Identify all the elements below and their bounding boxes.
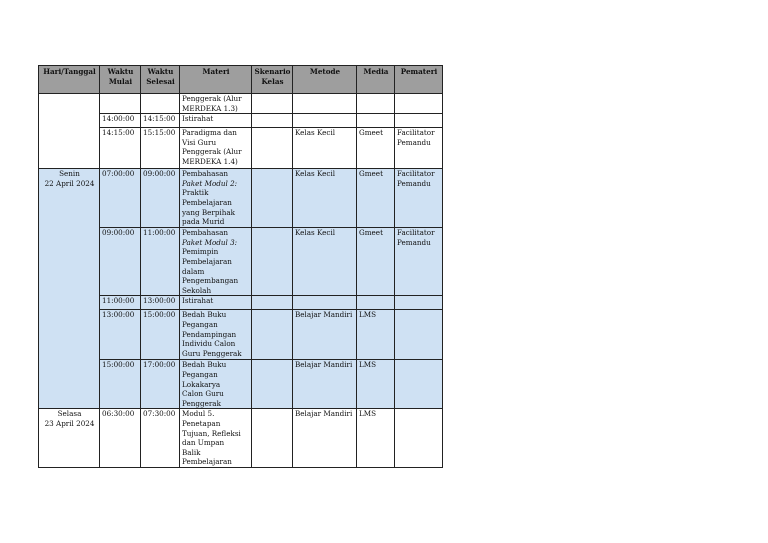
skenario-cell: [252, 94, 293, 114]
materi-cell: [180, 128, 252, 169]
start-time: [100, 94, 141, 114]
header-pemateri: Pemateri: [395, 66, 443, 94]
metode-cell: Belajar Mandiri: [293, 360, 357, 409]
day-date: 23 April 2024: [44, 418, 95, 428]
metode-cell: Kelas Kecil: [293, 128, 357, 169]
materi-line: Bedah Buku: [182, 360, 227, 370]
materi-line: Paradigma dan: [182, 128, 237, 138]
metode-cell: [293, 94, 357, 114]
materi-line: Istirahat: [182, 296, 214, 306]
materi-line: MERDEKA 1.3): [182, 103, 238, 113]
materi-line: Visi Guru: [182, 137, 217, 147]
day-cell: [39, 409, 100, 468]
materi-line: Istirahat: [182, 114, 214, 124]
pemateri-cell: [395, 310, 443, 360]
day-cell: [39, 169, 100, 409]
pemateri-cell: [395, 360, 443, 409]
materi-line: yang Berpihak: [182, 207, 236, 217]
start-time: 06:30:00: [100, 409, 141, 468]
media-cell: [357, 94, 395, 114]
materi-line: Pemimpin: [182, 247, 219, 257]
materi-cell: [180, 169, 252, 228]
materi-line: Bedah Buku: [182, 310, 227, 320]
materi-line: dan Umpan: [182, 438, 225, 448]
materi-line: Pembahasan: [182, 169, 228, 179]
start-time: 11:00:00: [100, 296, 141, 310]
materi-line: pada Murid: [182, 217, 225, 227]
materi-line: Pembelajaran: [182, 457, 232, 467]
end-time: 11:00:00: [141, 228, 180, 296]
materi-cell: [180, 114, 252, 128]
end-time: 14:15:00: [141, 114, 180, 128]
media-cell: Gmeet: [357, 169, 395, 228]
media-cell: LMS: [357, 310, 395, 360]
table-row: [39, 169, 443, 228]
table-row: [39, 128, 443, 169]
skenario-cell: [252, 409, 293, 468]
table-row: [39, 360, 443, 409]
materi-line: Guru Penggerak: [182, 348, 242, 358]
materi-cell: [180, 228, 252, 296]
materi-line: Pegangan: [182, 369, 218, 379]
media-cell: Gmeet: [357, 128, 395, 169]
skenario-cell: [252, 128, 293, 169]
materi-line: Pembelajaran: [182, 197, 232, 207]
materi-line: Tujuan, Refleksi: [182, 428, 241, 438]
media-cell: [357, 114, 395, 128]
header-day: Hari/Tanggal: [39, 66, 100, 94]
start-time: 07:00:00: [100, 169, 141, 228]
media-cell: LMS: [357, 409, 395, 468]
end-time: 15:15:00: [141, 128, 180, 169]
materi-line: Pembahasan: [182, 228, 228, 238]
header-media: Media: [357, 66, 395, 94]
materi-line: Pegangan: [182, 319, 218, 329]
metode-cell: Kelas Kecil: [293, 228, 357, 296]
materi-cell: [180, 310, 252, 360]
start-time: 14:00:00: [100, 114, 141, 128]
start-time: 09:00:00: [100, 228, 141, 296]
table-row: [39, 310, 443, 360]
day-name: Senin: [59, 169, 80, 179]
pemateri-cell: Facilitator Pemandu: [395, 169, 443, 228]
materi-cell: [180, 296, 252, 310]
skenario-cell: [252, 296, 293, 310]
skenario-cell: [252, 114, 293, 128]
metode-cell: Belajar Mandiri: [293, 310, 357, 360]
materi-cell: [180, 409, 252, 468]
header-skenario: Skenario Kelas: [252, 66, 293, 94]
end-time: 15:00:00: [141, 310, 180, 360]
materi-line: Calon Guru: [182, 389, 224, 399]
start-time: 14:15:00: [100, 128, 141, 169]
materi-italic: Paket Modul 3:: [182, 237, 238, 247]
end-time: [141, 94, 180, 114]
materi-line: Individu Calon: [182, 339, 236, 349]
start-time: 13:00:00: [100, 310, 141, 360]
materi-line: Pembelajaran: [182, 256, 232, 266]
skenario-cell: [252, 310, 293, 360]
pemateri-cell: [395, 94, 443, 114]
metode-cell: Belajar Mandiri: [293, 409, 357, 468]
end-time: 09:00:00: [141, 169, 180, 228]
start-time: 15:00:00: [100, 360, 141, 409]
table-row: [39, 94, 443, 114]
media-cell: [357, 296, 395, 310]
skenario-cell: [252, 228, 293, 296]
pemateri-cell: [395, 409, 443, 468]
end-time: 17:00:00: [141, 360, 180, 409]
materi-cell: [180, 360, 252, 409]
materi-line: Lokakarya: [182, 379, 221, 389]
materi-line: Modul 5.: [182, 409, 215, 419]
metode-cell: Kelas Kecil: [293, 169, 357, 228]
table-row: [39, 228, 443, 296]
materi-italic: Paket Modul 2:: [182, 178, 238, 188]
materi-line: Pendampingan: [182, 329, 237, 339]
skenario-cell: [252, 169, 293, 228]
day-cell: [39, 94, 100, 169]
table-row: [39, 409, 443, 468]
materi-line: Pengembangan: [182, 276, 239, 286]
skenario-cell: [252, 360, 293, 409]
materi-line: Penggerak (Alur: [182, 94, 242, 103]
metode-cell: [293, 296, 357, 310]
pemateri-cell: [395, 114, 443, 128]
pemateri-cell: Facilitator Pemandu: [395, 128, 443, 169]
schedule-table: [38, 65, 443, 468]
materi-line: Sekolah: [182, 285, 212, 295]
pemateri-cell: Facilitator Pemandu: [395, 228, 443, 296]
materi-cell: [180, 94, 252, 114]
table-row: [39, 296, 443, 310]
day-date: 22 April 2024: [44, 178, 95, 188]
materi-line: Praktik: [182, 188, 209, 198]
materi-line: Penggerak: [182, 398, 221, 408]
header-row: [39, 66, 443, 94]
header-metode: Metode: [293, 66, 357, 94]
day-name: Selasa: [57, 409, 82, 419]
materi-line: MERDEKA 1.4): [182, 156, 238, 166]
materi-line: Penggerak (Alur: [182, 147, 242, 157]
metode-cell: [293, 114, 357, 128]
materi-line: Balik: [182, 447, 201, 457]
table-row: [39, 114, 443, 128]
media-cell: LMS: [357, 360, 395, 409]
media-cell: Gmeet: [357, 228, 395, 296]
header-end: Waktu Selesai: [141, 66, 180, 94]
header-materi: Materi: [180, 66, 252, 94]
header-start: Waktu Mulai: [100, 66, 141, 94]
pemateri-cell: [395, 296, 443, 310]
end-time: 13:00:00: [141, 296, 180, 310]
materi-line: dalam: [182, 266, 205, 276]
materi-line: Penetapan: [182, 418, 221, 428]
end-time: 07:30:00: [141, 409, 180, 468]
